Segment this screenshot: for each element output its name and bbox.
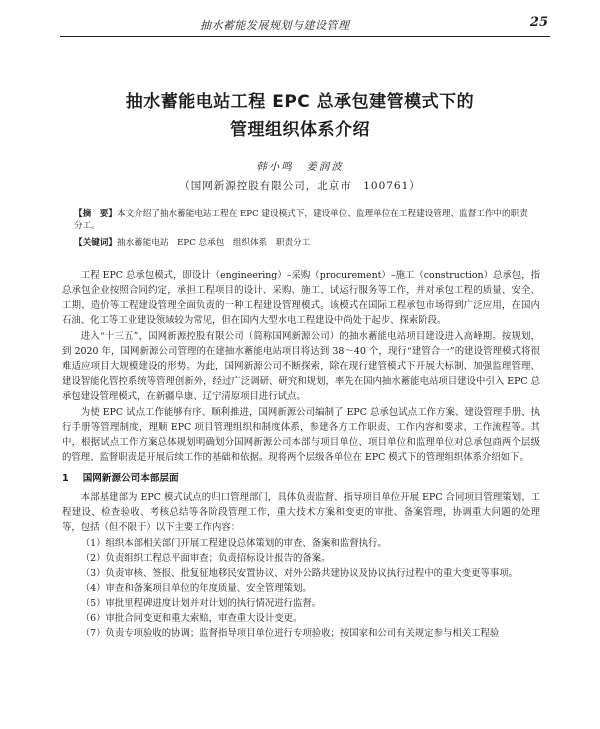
paragraph-1: 工程 EPC 总承包模式，即设计（engineering）–采购（procurement）–施工（construction）总承包，指总承包企业按照合同约定，承担工程项目的设计、采购、施工、试运行服务等工作，并对承包工程的质量、安全、工期、造价等工程建设管理全面负责的一种工程建设管理模式。该模式在国际工程承包市场得到广泛应用，在国内石油、化工等工业建设领域较为常见，但在国内大型水电工程建设中尚处于起步、探索阶段。 — [62, 270, 540, 326]
list-item: （6）审批合同变更和重大索赔，审查重大设计变更。 — [80, 613, 303, 624]
article-title — [40, 88, 560, 144]
page-number: 25 — [529, 15, 548, 30]
body-text — [62, 268, 540, 641]
affiliation: （国网新源控股有限公司，北京市 100761） — [179, 180, 421, 192]
list-item: （2）负责组织工程总平面审查；负责招标设计报告的备案。 — [80, 553, 331, 564]
title-line-2: 管理组织体系介绍 — [230, 120, 370, 140]
abstract — [74, 208, 536, 232]
paragraph-4: 本部基建部为 EPC 模式试点的归口管理部门，具体负责监督、指导项目单位开展 EPC 合同项目管理策划、工程建设、检查验收、考核总结等各阶段管理工作，重大技术方案和变更的审批、备案管理，协调重大问题的处理等，包括（但不限于）以下主要工作内容： — [62, 492, 540, 533]
list-item: （7）负责专项验收的协调；监督指导项目单位进行专项验收；按国家和公司有关规定参与相关工程验 — [80, 628, 500, 639]
abstract-text: 本文介绍了抽水蓄能电站工程在 EPC 建设模式下，建设单位、监理单位在工程建设管理、监督工作中的职责分工。 — [74, 209, 528, 231]
keywords — [74, 237, 536, 249]
running-title: 抽水蓄能发展规划与建设管理 — [200, 19, 350, 32]
title-line-1: 抽水蓄能电站工程 EPC 总承包建管模式下的 — [125, 92, 475, 112]
list-item: （4）审查和备案项目单位的年度质量、安全管理策划。 — [80, 583, 312, 594]
paragraph-3: 为使 EPC 试点工作能够有序、顺利推进，国网新源公司编制了 EPC 总承包试点工作方案、建设管理手册、执行手册等管理制度，理顺 EPC 项目管理组织和制度体系，参建各方工作职责、工作内容和要求、工作流程等。其中，根据试点工作方案总体规划明确划分国网新源公司本部与项目单位、项目单位和监理单位对总承包商两个层级的管理、监督职责是开展后续工作的基础和依据。现将两个层级各单位在 EPC 模式下的管理组织体系介绍如下。 — [62, 407, 540, 463]
list-item: （5）审批里程碑进度计划并对计划的执行情况进行监督。 — [80, 598, 322, 609]
list-item: （1）组织本部相关部门开展工程建设总体策划的审查、备案和监督执行。 — [80, 538, 387, 549]
section-heading-1 — [62, 471, 540, 486]
keywords-label: 【关键词】 — [74, 238, 117, 248]
keywords-text: 抽水蓄能电站 EPC 总承包 组织体系 职责分工 — [116, 238, 311, 248]
paragraph-2: 进入“十三五”，国网新源控股有限公司（简称国网新源公司）的抽水蓄能电站项目建设进入高峰期。按规划，到 2020 年，国网新源公司管理的在建抽水蓄能电站项目将达到 38～40 个，现行“建管合一”的建设管理模式将很难适应项目大规模建设的形势。为此，国网新源公司不断探索，除在现行建管模式下开展大标制、加强监理管理、建设智能化管控系统等管理创新外，经过广泛调研、研究和规划，率先在国内抽水蓄能电站项目建设中引入 EPC 总承包建设管理模式，在新疆阜康、辽宁清原项目进行试点。 — [62, 331, 540, 402]
section-number: 1 — [62, 473, 69, 484]
abstract-block — [74, 208, 536, 249]
abstract-label: 【摘 要】 — [74, 209, 117, 219]
authors: 韩小鸣 姜润波 — [256, 161, 344, 173]
running-header — [60, 14, 550, 37]
section-title: 国网新源公司本部层面 — [82, 473, 179, 484]
list-item: （3）负责审核、签报、批复征地移民安置协议、对外公路共建协议及协议执行过程中的重大变更等事项。 — [80, 568, 519, 579]
